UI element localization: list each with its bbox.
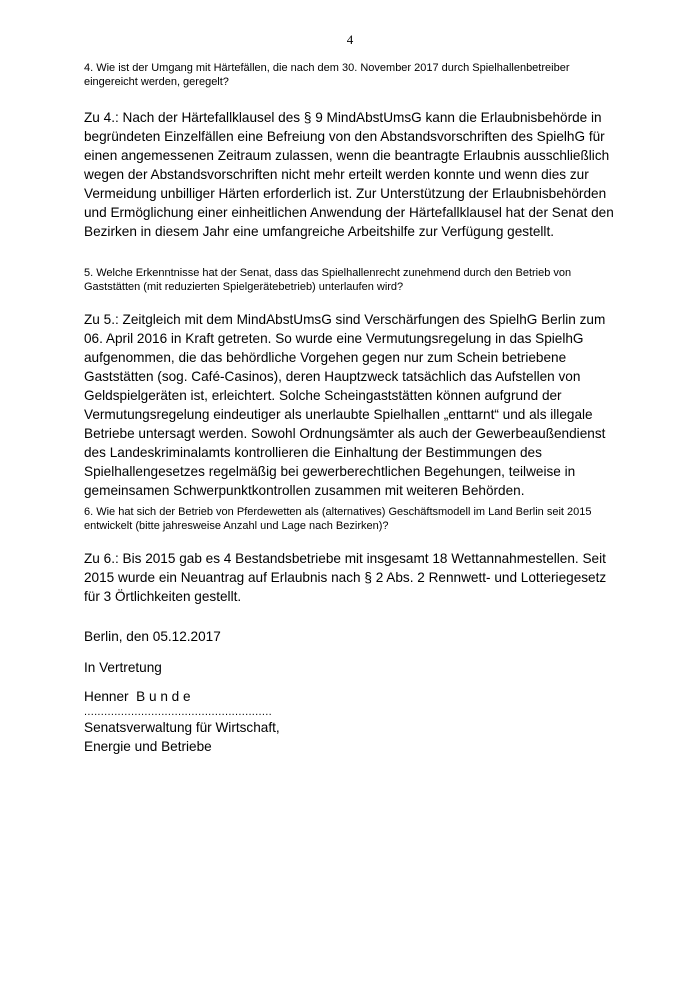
page-number: 4 [346, 32, 354, 47]
signer-name [84, 687, 624, 706]
department-line-2: Energie und Betriebe [84, 739, 212, 754]
representation-line: In Vertretung [84, 660, 162, 675]
signature-dotted-line: ........................................................ [84, 706, 272, 718]
question-6: 6. Wie hat sich der Betrieb von Pferdewetten als (alternatives) Geschäftsmodell im Land Berlin seit 2015 entwickelt (bitte jahresweise Anzahl und Lage nach Bezirken)? [84, 506, 592, 532]
answer-5: Zu 5.: Zeitgleich mit dem MindAbstUmsG sind Verschärfungen des SpielhG Berlin zum 06. April 2016 in Kraft getreten. So wurde eine Vermutungsregelung in das SpielhG aufgenommen, die das behördliche Vorgehen gegen nur zum Schein betriebene Gaststätten (sog. Café-Casinos), deren Hauptzweck tatsächlich das Aufstellen von Geldspielgeräten ist, erleichtert. Solche Scheingaststätten können aufgrund der Vermutungsregelung eindeutiger als unerlaubte Spielhallen „enttarnt“ und als illegale Betriebe untersagt werden. Sowohl Ordnungsämter als auch der Gewerbeaußendienst des Landeskriminalamts kontrollieren die Einhaltung der Bestimmungen des Spielhallengesetzes regelmäßig bei gewerberechtlichen Begehungen, teilweise in gemeinsamen Schwerpunktkontrollen zusammen mit weiteren Behörden. [84, 312, 606, 498]
answer-6: Zu 6.: Bis 2015 gab es 4 Bestandsbetriebe mit insgesamt 18 Wettannahmestellen. Seit 2015 wurde ein Neuantrag auf Erlaubnis nach § 2 Abs. 2 Rennwett- und Lotteriegesetz für 3 Örtlichkeiten gestellt. [84, 551, 607, 604]
answer-4: Zu 4.: Nach der Härtefallklausel des § 9 MindAbstUmsG kann die Erlaubnisbehörde in begründeten Einzelfällen eine Befreiung von den Abstandsvorschriften des SpielhG für einen angemessenen Zeitraum zulassen, wenn die beantragte Erlaubnis ausschließlich wegen der Abstandsvorschriften nicht mehr erteilt werden konnte und wenn dies zur Vermeidung unbilliger Härten erforderlich ist. Zur Unterstützung der Erlaubnisbehörden und Ermöglichung einer einheitlichen Anwendung der Härtefallklausel hat der Senat den Bezirken in diesem Jahr eine umfangreiche Arbeitshilfe zur Verfügung gestellt. [84, 110, 614, 239]
signer-last-name: B u n d e [136, 689, 191, 704]
department-line-1: Senatsverwaltung für Wirtschaft, [84, 720, 280, 735]
closing-block [84, 627, 624, 756]
document-body [84, 61, 624, 754]
date-line: Berlin, den 05.12.2017 [84, 629, 221, 644]
question-5: 5. Welche Erkenntnisse hat der Senat, dass das Spielhallenrecht zunehmend durch den Betrieb von Gaststätten (mit reduzierten Spielgerätebetrieb) unterlaufen wird? [84, 267, 572, 293]
question-4: 4. Wie ist der Umgang mit Härtefällen, die nach dem 30. November 2017 durch Spielhallenbetreiber eingereicht werden, geregelt? [84, 62, 570, 88]
signer-first-name: Henner [84, 689, 129, 704]
